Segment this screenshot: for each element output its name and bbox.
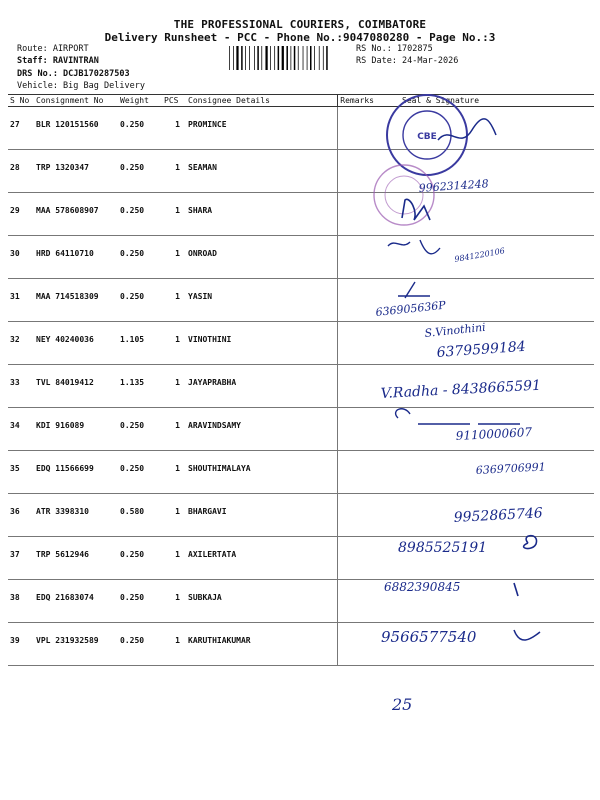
pcs-cell: 1: [162, 107, 186, 150]
sno-cell: 31: [8, 279, 34, 322]
weight-cell: 1.105: [118, 322, 162, 365]
table-row: [8, 623, 594, 666]
pcs-cell: 1: [162, 537, 186, 580]
col-weight: Weight: [118, 95, 162, 107]
sno-cell: 36: [8, 494, 34, 537]
sno-cell: 27: [8, 107, 34, 150]
weight-cell: 0.250: [118, 623, 162, 666]
consignee-cell: AXILERTATA: [186, 537, 337, 580]
remarks-cell: [337, 107, 376, 150]
sno-cell: 30: [8, 236, 34, 279]
remarks-cell: [337, 279, 376, 322]
remarks-cell: [337, 623, 376, 666]
weight-cell: 0.250: [118, 451, 162, 494]
hw-row32-phone: 6379599184: [436, 338, 527, 361]
consignment-cell: MAA 714518309: [34, 279, 118, 322]
remarks-cell: [337, 150, 376, 193]
barcode-bar: [307, 46, 308, 70]
consignee-cell: SEAMAN: [186, 150, 337, 193]
hw-row32-name: S.Vinothini: [423, 320, 487, 340]
col-sno: S No: [8, 95, 34, 107]
barcode-bar: [303, 46, 304, 70]
remarks-cell: [337, 322, 376, 365]
remarks-cell: [337, 451, 376, 494]
barcode-bar: [233, 46, 234, 70]
drs-label: DRS No.: DCJB170287503: [17, 69, 130, 79]
pcs-cell: 1: [162, 150, 186, 193]
barcode-bar: [286, 46, 288, 70]
remarks-cell: [337, 193, 376, 236]
barcode-bar: [236, 46, 238, 70]
consignment-cell: TVL 84019412: [34, 365, 118, 408]
pcs-cell: 1: [162, 236, 186, 279]
barcode-bar: [278, 46, 280, 70]
consignment-cell: EDQ 11566699: [34, 451, 118, 494]
barcode: [229, 46, 353, 70]
barcode-bar: [282, 46, 284, 70]
weight-cell: 0.250: [118, 150, 162, 193]
table-row: [8, 494, 594, 537]
signature-cell: [376, 322, 594, 365]
weight-cell: 0.250: [118, 537, 162, 580]
table-header-row: [8, 95, 594, 107]
hw-row34: 9110000607: [455, 425, 533, 443]
weight-cell: 0.250: [118, 236, 162, 279]
consignment-cell: KDI 916089: [34, 408, 118, 451]
remarks-cell: [337, 365, 376, 408]
sno-cell: 29: [8, 193, 34, 236]
signature-cell: [376, 279, 594, 322]
consignee-cell: SHARA: [186, 193, 337, 236]
signature-cell: [376, 193, 594, 236]
table-row: [8, 150, 594, 193]
barcode-bar: [310, 46, 312, 70]
col-consignee: Consignee Details: [186, 95, 337, 107]
remarks-cell: [337, 408, 376, 451]
barcode-bar: [319, 46, 320, 70]
route-label: Route: AIRPORT: [17, 44, 89, 54]
consignment-cell: HRD 64110710: [34, 236, 118, 279]
signature-cell: [376, 107, 594, 150]
barcode-bar: [241, 46, 243, 70]
consignment-cell: MAA 578608907: [34, 193, 118, 236]
barcode-bar: [229, 46, 230, 70]
staff-label: Staff: RAVINTRAN: [17, 56, 99, 66]
hw-row30: 9841220106: [453, 246, 506, 264]
consignee-cell: BHARGAVI: [186, 494, 337, 537]
barcode-bar: [254, 46, 255, 70]
consignee-cell: PROMINCE: [186, 107, 337, 150]
table-row: [8, 580, 594, 623]
consignment-cell: BLR 120151560: [34, 107, 118, 150]
consignment-cell: ATR 3398310: [34, 494, 118, 537]
signature-cell: [376, 408, 594, 451]
pcs-cell: 1: [162, 322, 186, 365]
barcode-bar: [257, 46, 259, 70]
consignee-cell: KARUTHIAKUMAR: [186, 623, 337, 666]
consignee-cell: SUBKAJA: [186, 580, 337, 623]
barcode-bar: [323, 46, 324, 70]
barcode-bar: [261, 46, 262, 70]
col-consignment: Consignment No: [34, 95, 118, 107]
sno-cell: 32: [8, 322, 34, 365]
sno-cell: 39: [8, 623, 34, 666]
remarks-cell: [337, 580, 376, 623]
hw-row39: 9566577540: [381, 628, 477, 646]
col-remarks: Remarks: [337, 95, 376, 107]
col-pcs: PCS: [162, 95, 186, 107]
barcode-bar: [249, 46, 250, 70]
rs-number: RS No.: 1702875: [356, 44, 433, 54]
sno-cell: 38: [8, 580, 34, 623]
hw-row36: 9952865746: [453, 505, 544, 526]
weight-cell: 0.250: [118, 107, 162, 150]
consignee-cell: VINOTHINI: [186, 322, 337, 365]
pcs-cell: 1: [162, 451, 186, 494]
table-row: [8, 107, 594, 150]
signature-cell: [376, 451, 594, 494]
hw-row37: 8985525191: [398, 540, 488, 556]
weight-cell: 0.250: [118, 580, 162, 623]
signature-cell: [376, 623, 594, 666]
remarks-cell: [337, 494, 376, 537]
consignee-cell: YASIN: [186, 279, 337, 322]
barcode-bar: [326, 46, 328, 70]
consignee-cell: ARAVINDSAMY: [186, 408, 337, 451]
sno-cell: 28: [8, 150, 34, 193]
sno-cell: 37: [8, 537, 34, 580]
barcode-bar: [291, 46, 292, 70]
barcode-bar: [270, 46, 271, 70]
remarks-cell: [337, 236, 376, 279]
runsheet-subtitle: Delivery Runsheet - PCC - Phone No.:9047080280 - Page No.:3: [104, 31, 496, 44]
pcs-cell: 1: [162, 408, 186, 451]
remarks-cell: [337, 537, 376, 580]
table-row: [8, 537, 594, 580]
page-total: 25: [392, 695, 413, 714]
hw-row28: 9962314248: [418, 177, 490, 195]
table-row: [8, 322, 594, 365]
table-row: [8, 451, 594, 494]
pcs-cell: 1: [162, 623, 186, 666]
pcs-cell: 1: [162, 365, 186, 408]
barcode-bar: [245, 46, 246, 70]
signature-cell: [376, 365, 594, 408]
signature-cell: [376, 236, 594, 279]
weight-cell: 0.580: [118, 494, 162, 537]
signature-cell: [376, 537, 594, 580]
table-row: [8, 193, 594, 236]
table-row: [8, 408, 594, 451]
rs-date: RS Date: 24-Mar-2026: [356, 56, 459, 66]
pcs-cell: 1: [162, 279, 186, 322]
consignee-cell: SHOUTHIMALAYA: [186, 451, 337, 494]
sno-cell: 33: [8, 365, 34, 408]
pcs-cell: 1: [162, 193, 186, 236]
barcode-bar: [294, 46, 296, 70]
vehicle-label: Vehicle: Big Bag Delivery: [17, 81, 145, 91]
col-signature: Seal & Signature: [376, 95, 594, 107]
hw-row31: 636905636P: [374, 298, 447, 319]
hw-row33: V.Radha - 8438665591: [380, 377, 542, 402]
table-row: [8, 279, 594, 322]
barcode-bar: [265, 46, 267, 70]
table-row: [8, 236, 594, 279]
weight-cell: 1.135: [118, 365, 162, 408]
signature-cell: [376, 580, 594, 623]
consignee-cell: ONROAD: [186, 236, 337, 279]
barcode-bar: [274, 46, 275, 70]
weight-cell: 0.250: [118, 193, 162, 236]
sno-cell: 35: [8, 451, 34, 494]
seal-center-text: CBE: [417, 132, 437, 142]
hw-row35: 6369706991: [475, 460, 547, 477]
weight-cell: 0.250: [118, 408, 162, 451]
weight-cell: 0.250: [118, 279, 162, 322]
table-row: [8, 365, 594, 408]
consignment-cell: VPL 231932589: [34, 623, 118, 666]
signature-cell: [376, 494, 594, 537]
hw-row38: 6882390845: [384, 580, 461, 594]
runsheet-title: THE PROFESSIONAL COURIERS, COIMBATORE: [173, 18, 427, 31]
consignment-cell: TRP 1320347: [34, 150, 118, 193]
barcode-bar: [298, 46, 299, 70]
sno-cell: 34: [8, 408, 34, 451]
pcs-cell: 1: [162, 580, 186, 623]
consignment-cell: EDQ 21683074: [34, 580, 118, 623]
barcode-bar: [314, 46, 315, 70]
consignment-cell: NEY 40240036: [34, 322, 118, 365]
runsheet-table: [8, 94, 594, 666]
pcs-cell: 1: [162, 494, 186, 537]
consignee-cell: JAYAPRABHA: [186, 365, 337, 408]
signature-cell: [376, 150, 594, 193]
consignment-cell: TRP 5612946: [34, 537, 118, 580]
